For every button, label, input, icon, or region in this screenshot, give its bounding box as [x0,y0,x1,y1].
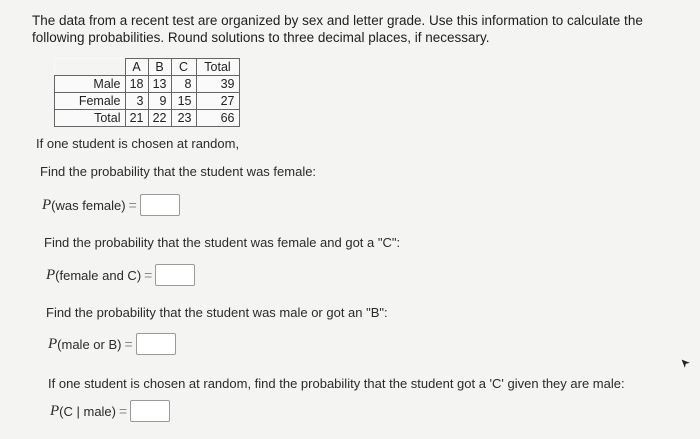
question-4-answer-input[interactable] [130,400,170,422]
cell-male-total: 39 [196,76,239,93]
table-header-row [55,59,240,76]
question-1-text: Find the probability that the student was female: [40,164,317,179]
equals-sign: = [144,267,153,283]
cell-female-total: 27 [196,93,239,110]
question-2-answer-row [46,264,195,286]
question-4-answer-row [50,400,170,422]
cell-male-a: 18 [125,76,148,93]
p-symbol: P [42,196,52,213]
p-symbol: P [50,402,60,419]
question-3-text: Find the probability that the student was male or got an "B": [46,305,388,320]
cell-total-total: 66 [196,110,239,127]
question-3-p-label: (male or B) [57,336,122,352]
equals-sign: = [128,197,137,213]
cell-female-a: 3 [125,93,148,110]
cell-total-c: 23 [171,110,196,127]
col-header-total: Total [196,59,239,76]
question-2-answer-input[interactable] [155,264,195,286]
table-row-male [55,76,240,93]
question-4-text: If one student is chosen at random, find the probability that the student got a 'C' given they are male: [48,376,625,391]
question-3-answer-input[interactable] [136,333,176,355]
question-2-text: Find the probability that the student was female and got a "C": [44,235,401,250]
row-label-male: Male [55,76,126,93]
chosen-at-random-text: If one student is chosen at random, [36,136,240,151]
row-label-total: Total [55,110,126,127]
question-1-answer-input[interactable] [140,194,180,216]
table-corner [55,59,126,76]
cell-male-c: 8 [171,76,196,93]
question-3-answer-row [48,333,176,355]
col-header-c: C [171,59,196,76]
p-symbol: P [48,335,58,352]
question-1-p-label: (was female) [51,197,126,213]
grade-table [54,58,240,127]
table-row-female [55,93,240,110]
cell-female-b: 9 [148,93,171,110]
equals-sign: = [119,403,128,419]
equals-sign: = [124,336,133,352]
question-1-answer-row [42,194,180,216]
cell-total-a: 21 [125,110,148,127]
col-header-a: A [125,59,148,76]
problem-intro: The data from a recent test are organized by sex and letter grade. Use this information to calculate the following probabilities. Round solutions to three decimal places, if necessary. [32,13,643,45]
cell-female-c: 15 [171,93,196,110]
cell-male-b: 13 [148,76,171,93]
col-header-b: B [148,59,171,76]
question-2-p-label: (female and C) [55,267,142,283]
cell-total-b: 22 [148,110,171,127]
row-label-female: Female [55,93,126,110]
mouse-cursor-icon [680,358,692,370]
question-4-p-label: (C | male) [59,403,116,419]
table-row-total [55,110,240,127]
p-symbol: P [46,266,56,283]
